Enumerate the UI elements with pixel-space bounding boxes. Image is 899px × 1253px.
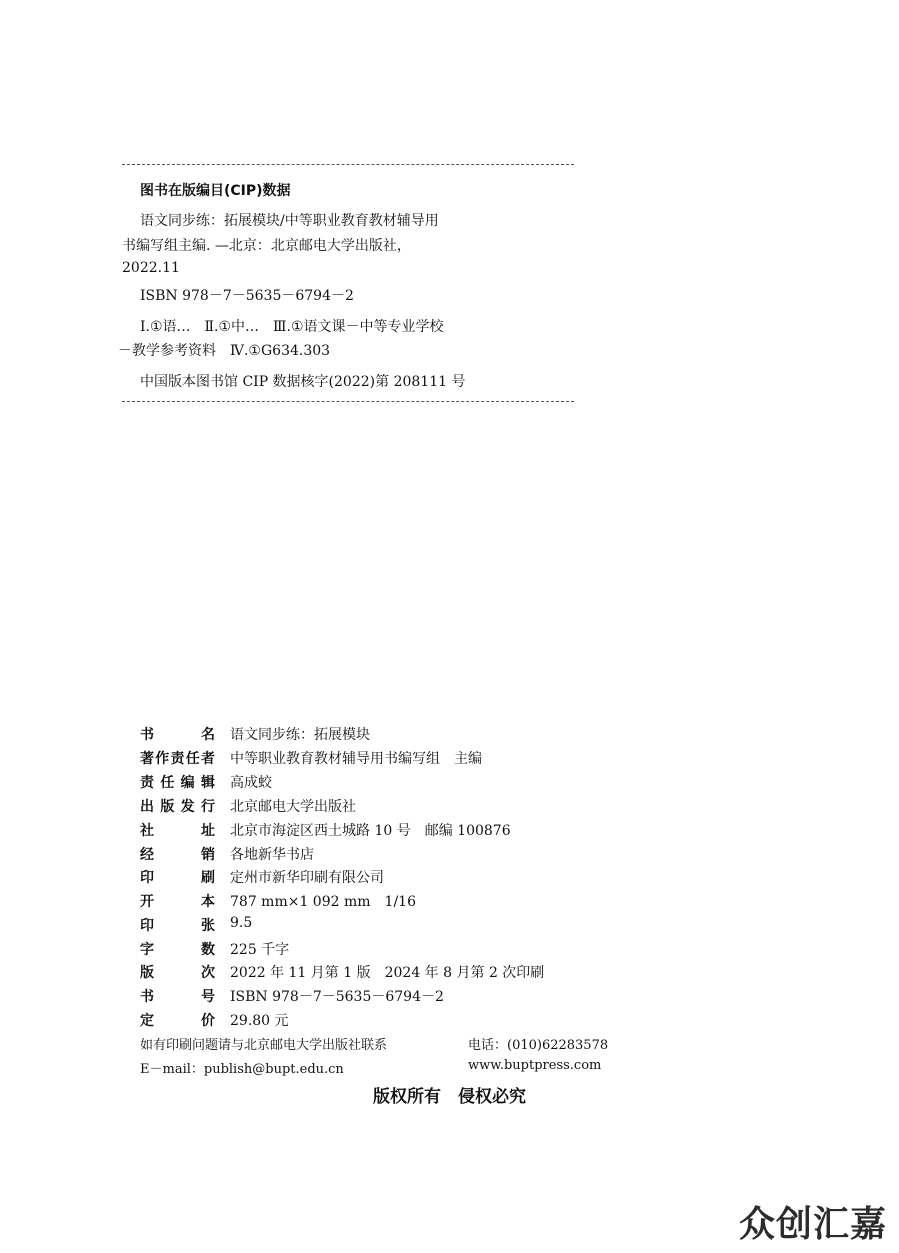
meta-label: 书名 bbox=[140, 727, 215, 743]
cip-line: 语文同步练：拓展模块/中等职业教育教材辅导用 bbox=[140, 213, 439, 229]
contact-email: E－mail：publish@bupt.edu.cn bbox=[140, 1062, 344, 1077]
meta-value: 语文同步练：拓展模块 bbox=[230, 727, 370, 743]
copyright-notice: 版权所有 侵权必究 bbox=[373, 1087, 526, 1107]
meta-label: 责任编辑 bbox=[140, 775, 215, 791]
cip-line: Ⅰ.①语… Ⅱ.①中… Ⅲ.①语文课－中等专业学校 bbox=[140, 319, 444, 335]
cip-line: 中国版本图书馆 CIP 数据核字(2022)第 208111 号 bbox=[140, 374, 466, 390]
watermark-logo: 众创汇嘉 bbox=[738, 1204, 887, 1245]
meta-value: 225 千字 bbox=[230, 942, 290, 958]
cip-title: 图书在版编目(CIP)数据 bbox=[140, 183, 291, 199]
cip-line: 书编写组主编. —北京：北京邮电大学出版社， bbox=[122, 238, 411, 254]
meta-value: 北京市海淀区西土城路 10 号 邮编 100876 bbox=[230, 823, 511, 839]
cip-line: 2022.11 bbox=[122, 260, 180, 276]
meta-value: 高成蛟 bbox=[230, 775, 272, 791]
meta-label: 出版发行 bbox=[140, 799, 215, 815]
meta-label: 经销 bbox=[140, 847, 215, 863]
meta-value: 787 mm×1 092 mm 1/16 bbox=[230, 894, 416, 910]
publisher-website: www.buptpress.com bbox=[468, 1058, 602, 1073]
meta-label: 印张 bbox=[140, 918, 215, 934]
contact-phone: 电话：(010)62283578 bbox=[468, 1038, 609, 1053]
meta-label: 社址 bbox=[140, 823, 215, 839]
cip-line: ISBN 978－7－5635－6794－2 bbox=[140, 288, 354, 304]
meta-value: 各地新华书店 bbox=[230, 847, 314, 863]
print-issue-notice: 如有印刷问题请与北京邮电大学出版社联系 bbox=[140, 1038, 388, 1053]
meta-label: 印刷 bbox=[140, 870, 215, 886]
meta-value: 定州市新华印刷有限公司 bbox=[230, 870, 384, 886]
meta-value: 2022 年 11 月第 1 版 2024 年 8 月第 2 次印刷 bbox=[230, 965, 545, 981]
meta-value: ISBN 978－7－5635－6794－2 bbox=[230, 989, 444, 1005]
meta-label: 字数 bbox=[140, 942, 215, 958]
meta-label: 版次 bbox=[140, 965, 215, 981]
meta-label: 书号 bbox=[140, 989, 215, 1005]
meta-value: 9.5 bbox=[230, 915, 253, 931]
cip-line: －教学参考资料 Ⅳ.①G634.303 bbox=[118, 343, 331, 359]
meta-label: 著作责任者 bbox=[140, 751, 215, 767]
meta-label: 开本 bbox=[140, 894, 215, 910]
meta-value: 中等职业教育教材辅导用书编写组 主编 bbox=[230, 751, 482, 767]
meta-label: 定价 bbox=[140, 1013, 215, 1029]
meta-value: 29.80 元 bbox=[230, 1013, 289, 1029]
meta-value: 北京邮电大学出版社 bbox=[230, 799, 356, 815]
top-dotted-divider bbox=[122, 164, 574, 165]
bottom-dotted-divider bbox=[122, 401, 574, 402]
